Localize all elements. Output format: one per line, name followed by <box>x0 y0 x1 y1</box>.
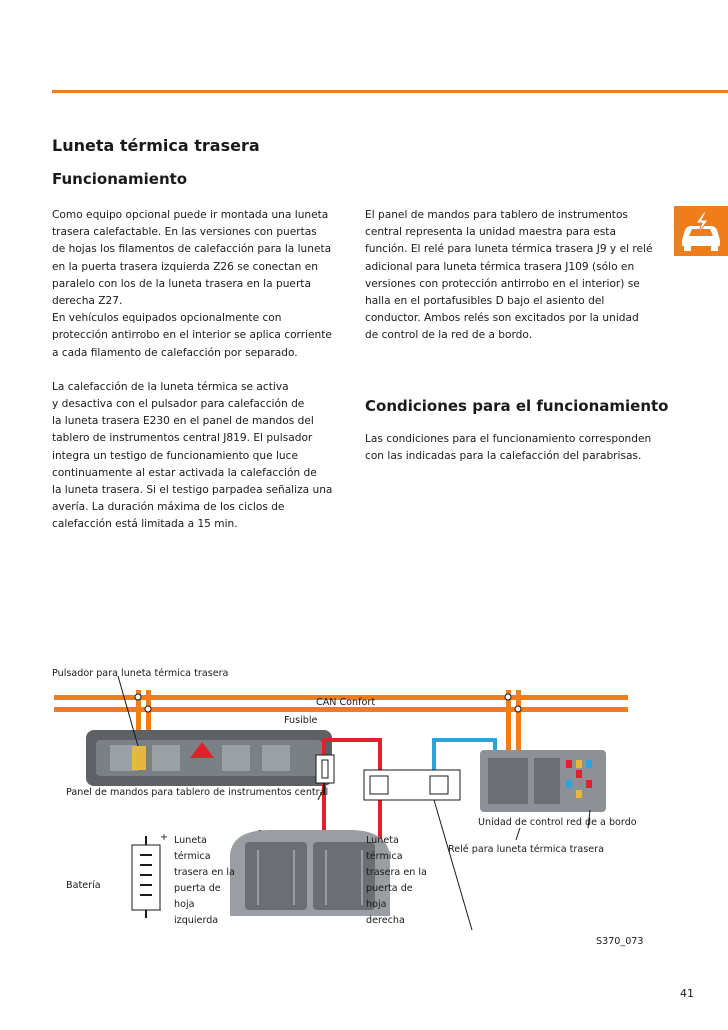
figure-code: S370_073 <box>596 936 644 947</box>
text-line: derecha Z27. <box>52 295 123 308</box>
text-line: de hojas los filamentos de calefacción para la luneta <box>52 243 332 256</box>
text-line: trasera calefactable. En las versiones con puertas <box>52 226 317 239</box>
text-line: integra un testigo de funcionamiento que luce <box>52 449 298 462</box>
text-line: de control de la red de a bordo. <box>365 329 533 342</box>
text-line: la luneta trasera E230 en el panel de mandos del <box>52 415 314 428</box>
text-line: avería. La duración máxima de los ciclos de <box>52 501 285 514</box>
label-unidad: Unidad de control red de a bordo <box>478 817 637 828</box>
label-pulsador: Pulsador para luneta térmica trasera <box>52 668 229 679</box>
label-plus: + <box>160 832 169 843</box>
text-line: conductor. Ambos relés son excitados por la unidad <box>365 312 639 325</box>
text-line: El panel de mandos para tablero de instrumentos <box>365 209 628 221</box>
fuse <box>316 755 334 783</box>
text-line: y desactiva con el pulsador para calefacción de <box>52 398 305 411</box>
label-luneta-derecha: Luneta térmica trasera en la puerta de hoja derecha <box>366 835 427 926</box>
section-subtitle: Funcionamiento <box>52 170 188 188</box>
text-line: En vehículos equipados opcionalmente con <box>52 312 282 325</box>
left-column <box>52 207 342 534</box>
battery <box>132 836 160 918</box>
text-line: versiones con protección antirrobo en el interior) se <box>365 277 640 290</box>
conditions-text <box>365 431 655 465</box>
text-line: central representa la unidad maestra para esta <box>365 226 616 239</box>
label-fusible: Fusible <box>284 715 318 726</box>
label-panel: Panel de mandos para tablero de instrumentos central <box>66 787 329 798</box>
text-line: tablero de instrumentos central J819. El pulsador <box>52 432 313 445</box>
label-can: CAN Confort <box>316 697 376 708</box>
text-line: a cada filamento de calefacción por separado. <box>52 346 298 359</box>
label-minus: - <box>158 905 162 916</box>
text-line: Las condiciones para el funcionamiento corresponden <box>365 433 652 445</box>
conditions-heading: Condiciones para el funcionamiento <box>365 397 669 415</box>
control-unit <box>480 750 606 812</box>
right-column <box>365 207 655 345</box>
label-bateria: Batería <box>66 880 101 891</box>
text-line: Como equipo opcional puede ir montada una luneta <box>52 209 329 221</box>
label-rele: Relé para luneta térmica trasera <box>448 844 604 855</box>
text-line: paralelo con los de la luneta trasera en la puerta <box>52 277 311 290</box>
text-line: halla en el portafusibles D bajo el asiento del <box>365 295 605 308</box>
text-line: La calefacción de la luneta térmica se activa <box>52 380 289 393</box>
relay-box <box>364 770 460 800</box>
header-rule <box>52 90 728 93</box>
text-line: en la puerta trasera izquierda Z26 se conectan en <box>52 260 318 273</box>
page-title: Luneta térmica trasera <box>52 136 260 155</box>
control-panel <box>86 730 332 786</box>
text-line: protección antirrobo en el interior se aplica corriente <box>52 329 332 342</box>
text-line: calefacción está limitada a 15 min. <box>52 518 238 531</box>
text-line: la luneta trasera. Si el testigo parpadea señaliza una <box>52 484 333 497</box>
car-electrical-icon <box>674 206 728 256</box>
text-line: función. El relé para luneta térmica trasera J9 y el relé <box>365 243 653 256</box>
text-line: continuamente al estar activada la calefacción de <box>52 466 317 479</box>
label-luneta-izquierda: Luneta térmica trasera en la puerta de hoja izquierda <box>174 835 235 926</box>
text-line: con las indicadas para la calefacción del parabrisas. <box>365 450 642 463</box>
text-line: adicional para luneta térmica trasera J109 (sólo en <box>365 260 635 273</box>
page-number: 41 <box>680 987 694 1000</box>
